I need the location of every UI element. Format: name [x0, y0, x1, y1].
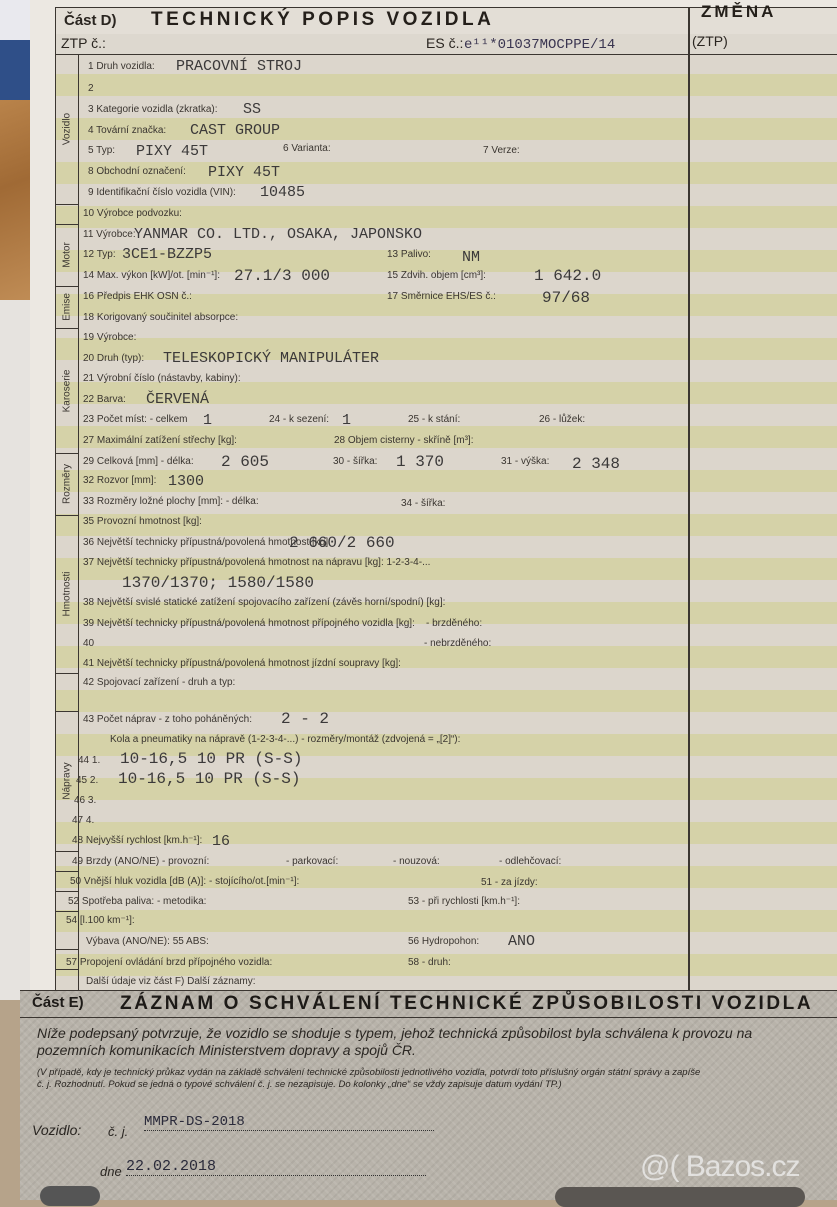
part-d-label: Část D): [64, 12, 117, 29]
field-49-label: 49 Brzdy (ANO/NE) - provozní:: [72, 856, 210, 867]
part-e-header: [20, 990, 837, 1018]
field-30-label: 30 - šířka:: [333, 456, 378, 467]
field-20-label: 20 Druh (typ):: [83, 353, 145, 364]
field-11-value: YANMAR CO. LTD., OSAKA, JAPONSKO: [134, 226, 423, 243]
field-9-label: 9 Identifikační číslo vozidla (VIN):: [88, 187, 236, 198]
field-37-value: 1370/1370; 1580/1580: [122, 574, 315, 592]
field-3-label: 3 Kategorie vozidla (zkratka):: [88, 104, 218, 115]
field-6-label: 6 Varianta:: [283, 143, 331, 154]
field-30-value: 1 370: [396, 453, 445, 471]
field-1-value: PRACOVNÍ STROJ: [176, 58, 303, 75]
section-napravy: [56, 711, 78, 852]
part-e-label: Část E): [32, 994, 84, 1011]
field-22-label: 22 Barva:: [83, 394, 126, 405]
field-54-label: 54 [l.100 km⁻¹]:: [66, 915, 135, 926]
field-24-label: 24 - k sezení:: [269, 414, 330, 425]
field-46-label: 46 3.: [74, 795, 97, 806]
field-3-value: SS: [243, 101, 262, 118]
section-karoserie: [56, 328, 78, 454]
section-label: Vozidlo: [61, 112, 73, 146]
field-53-label: 53 - při rychlosti [km.h⁻¹]:: [408, 896, 520, 907]
field-56-label: 56 Hydropohon:: [408, 936, 480, 947]
bazos-watermark: @( Bazos.cz: [640, 1150, 800, 1183]
field-20-value: TELESKOPICKÝ MANIPULÁTER: [163, 350, 380, 367]
field-41-label: 41 Největší technicky přípustná/povolená hmotnost jízdní soupravy [kg]:: [83, 658, 401, 669]
field-29-label: 29 Celková [mm] - délka:: [83, 456, 194, 467]
field-22-value: ČERVENÁ: [146, 391, 210, 408]
field-4-value: CAST GROUP: [190, 122, 281, 139]
field-23-label: 23 Počet míst: - celkem: [83, 414, 188, 425]
field-49-parking-label: - parkovací:: [286, 856, 339, 867]
field-42-label: 42 Spojovací zařízení - druh a typ:: [83, 677, 236, 688]
es-label: ES č.:: [426, 35, 464, 51]
wheels-label: Kola a pneumatiky na nápravě (1-2-3-4-...) - rozměry/montáž (zdvojená = „[2]“):: [110, 734, 461, 745]
field-9-value: 10485: [260, 184, 306, 201]
approval-statement-line1: Níže podepsaný potvrzuje, že vozidlo se shoduje s typem, jehož technická způsobilost byla schválena k provozu na: [37, 1025, 753, 1041]
field-55-label: Výbava (ANO/NE): 55 ABS:: [86, 936, 209, 947]
field-31-label: 31 - výška:: [501, 456, 550, 467]
field-32-label: 32 Rozvor [mm]:: [83, 475, 157, 486]
field-8-label: 8 Obchodní označení:: [88, 166, 186, 177]
field-36-value: 2 660/2 660: [289, 534, 395, 552]
field-15-label: 15 Zdvih. objem [cm³]:: [387, 270, 486, 281]
redaction-bar: [555, 1187, 805, 1207]
field-13-value: NM: [462, 249, 481, 266]
reference-number-label: č. j.: [108, 1124, 129, 1139]
field-5-value: PIXY 45T: [136, 143, 209, 160]
field-39-braked-label: - brzděného:: [426, 618, 483, 629]
field-10-label: 10 Výrobce podvozku:: [83, 208, 182, 219]
field-26-label: 26 - lůžek:: [539, 414, 586, 425]
section-label: Motor: [61, 242, 73, 268]
field-17-value: 97/68: [542, 289, 591, 307]
section-label: Karoserie: [61, 369, 73, 412]
field-19-label: 19 Výrobce:: [83, 332, 137, 343]
section-blank: [56, 673, 78, 712]
field-39-label: 39 Největší technicky přípustná/povolená hmotnost přípojného vozidla [kg]:: [83, 618, 415, 629]
field-14-value: 27.1/3 000: [234, 267, 331, 285]
field-12-value: 3CE1-BZZP5: [122, 246, 213, 263]
field-16-label: 16 Předpis EHK OSN č.:: [83, 291, 192, 302]
es-value: e¹¹*01037MOCPPE/14: [464, 37, 616, 53]
section-vozidlo: [56, 54, 78, 205]
photo-background: [0, 0, 32, 40]
approval-note-line2: č. j. Rozhodnutí. Pokud se jedná o typové schválení č. j. se nezapisuje. Do kolonky „dne“ se vždy zapisuje datum vydání TP.): [37, 1079, 562, 1090]
section-emise: [56, 286, 78, 329]
field-43-label: 43 Počet náprav - z toho poháněných:: [83, 714, 253, 725]
field-18-label: 18 Korigovaný součinitel absorpce:: [83, 312, 239, 323]
section-label: Hmotnosti: [61, 571, 73, 617]
section-blank: [56, 204, 78, 225]
change-column-divider: [688, 8, 690, 993]
field-57-label: 57 Propojení ovládání brzd přípojného vozidla:: [66, 957, 273, 968]
field-47-label: 47 4.: [72, 815, 95, 826]
field-36-label: 36 Největší technicky přípustná/povolená hmotnost [kg]:: [83, 537, 331, 548]
change-column-sub: (ZTP): [692, 33, 728, 49]
field-45-value: 10-16,5 10 PR (S-S): [118, 770, 301, 788]
field-23-value: 1: [203, 412, 213, 429]
field-35-label: 35 Provozní hmotnost [kg]:: [83, 516, 202, 527]
field-32-value: 1300: [168, 473, 205, 490]
field-56-value: ANO: [508, 933, 536, 950]
photo-background-table: [0, 100, 32, 310]
date-label: dne: [100, 1164, 122, 1179]
further-data-label: Další údaje viz část F) Další záznamy:: [86, 976, 256, 987]
field-25-label: 25 - k stání:: [408, 414, 461, 425]
field-45-label: 45 2.: [76, 775, 99, 786]
field-38-label: 38 Největší svislé statické zatížení spojovacího zařízení (závěs horní/spodní) [kg]:: [83, 597, 446, 608]
part-e-title: ZÁZNAM O SCHVÁLENÍ TECHNICKÉ ZPŮSOBILOSTI VOZIDLA: [120, 993, 814, 1014]
vehicle-label: Vozidlo:: [32, 1122, 82, 1138]
field-27-label: 27 Maximální zatížení střechy [kg]:: [83, 435, 237, 446]
field-13-label: 13 Palivo:: [387, 249, 431, 260]
field-49-relief-label: - odlehčovací:: [499, 856, 562, 867]
field-2-label: 2: [88, 83, 94, 94]
reference-number-value: MMPR-DS-2018: [144, 1114, 434, 1131]
finger-shadow: [40, 1186, 100, 1206]
ztp-label: ZTP č.:: [61, 35, 106, 51]
field-29-value: 2 605: [221, 453, 270, 471]
field-51-label: 51 - za jízdy:: [481, 877, 538, 888]
field-48-value: 16: [212, 833, 231, 850]
field-49-emergency-label: - nouzová:: [393, 856, 440, 867]
field-48-label: 48 Nejvyšší rychlost [km.h⁻¹]:: [72, 835, 203, 846]
approval-statement-line2: pozemních komunikacích Ministerstvem dopravy a spojů ČR.: [37, 1042, 416, 1058]
field-31-value: 2 348: [572, 455, 621, 473]
section-label: Nápravy: [61, 762, 73, 800]
field-37-label: 37 Největší technicky přípustná/povolená hmotnost na nápravu [kg]: 1-2-3-4-...: [83, 557, 431, 568]
field-21-label: 21 Výrobní číslo (nástavby, kabiny):: [83, 373, 241, 384]
section-hmotnosti: [56, 515, 78, 674]
field-24-value: 1: [342, 412, 352, 429]
field-17-label: 17 Směrnice EHS/ES č.:: [387, 291, 496, 302]
field-50-label: 50 Vnější hluk vozidla [dB (A)]: - stojícího/ot.[min⁻¹]:: [70, 876, 300, 887]
field-44-value: 10-16,5 10 PR (S-S): [120, 750, 303, 768]
field-8-value: PIXY 45T: [208, 164, 281, 181]
field-28-label: 28 Objem cisterny - skříně [m³]:: [334, 435, 474, 446]
approval-note-line1: (V případě, kdy je technický průkaz vydán na základě schválení technické způsobilosti jednotlivého vozidla, potvrdí toto příslušný orgán státní správy a zapíše: [37, 1067, 701, 1078]
field-33-label: 33 Rozměry ložné plochy [mm]: - délka:: [83, 496, 259, 507]
field-58-label: 58 - druh:: [408, 957, 451, 968]
part-d-header: [56, 2, 837, 35]
field-7-label: 7 Verze:: [483, 145, 520, 156]
field-12-label: 12 Typ:: [83, 249, 116, 260]
field-44-label: 44 1.: [78, 755, 101, 766]
field-1-label: 1 Druh vozidla:: [88, 61, 155, 72]
field-15-value: 1 642.0: [534, 267, 602, 285]
field-4-label: 4 Tovární značka:: [88, 125, 167, 136]
field-11-label: 11 Výrobce:: [83, 229, 136, 240]
field-52-label: 52 Spotřeba paliva: - metodika:: [68, 896, 207, 907]
section-label: Emise: [61, 293, 73, 321]
field-40-label: 40: [83, 638, 95, 649]
field-5-label: 5 Typ:: [88, 145, 116, 156]
part-d-form: [55, 2, 837, 994]
section-rozmery: [56, 453, 78, 516]
field-34-label: 34 - šířka:: [401, 498, 446, 509]
date-value: 22.02.2018: [126, 1158, 426, 1176]
ztp-row: [56, 34, 837, 55]
section-sidebar: [56, 54, 79, 994]
field-43-value: 2 - 2: [281, 710, 330, 728]
part-d-title: TECHNICKÝ POPIS VOZIDLA: [151, 9, 495, 30]
field-40-unbraked-label: - nebrzděného:: [424, 638, 492, 649]
section-motor: [56, 224, 78, 287]
field-14-label: 14 Max. výkon [kW]/ot. [min⁻¹]:: [83, 270, 220, 281]
part-e-section: [20, 990, 837, 1200]
change-column-title: ZMĚNA: [701, 2, 777, 21]
section-label: Rozměry: [61, 463, 73, 505]
